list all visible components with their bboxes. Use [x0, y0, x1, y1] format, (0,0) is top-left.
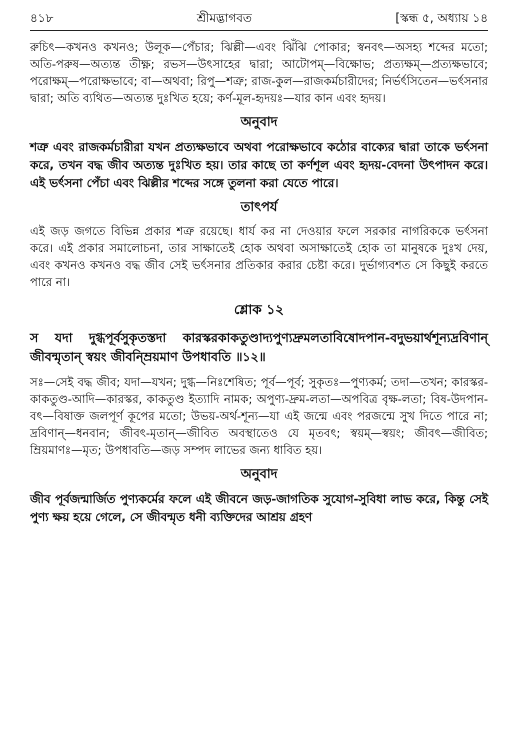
word-meanings-bottom: সঃ—সেই বদ্ধ জীব; যদা—যখন; দুগ্ধ—নিঃশেষিত; পূর্ব—পূর্ব; সুকৃতঃ—পুণ্যকর্ম; তদা—তখন; কারস্কর-কাকতুণ্ড-আদি—কারস্কর, কাকতুণ্ড ইত্যাদি নামক; অপুণ্য-দ্রুম-লতা—অপবিত্র বৃক্ষ-লতা; বিষ-উদপান-বৎ—বিষাক্ত জলপূর্ণ কূপের মতো; উভয়-অর্থ-শূন্য—যা এই জন্মে এবং পরজন্মে সুখ দিতে পারে না; দ্রবিণান্—ধনবান; জীবৎ-মৃতান্—জীবিত অবস্থাতেও যে মৃতবৎ; স্বয়ম্—স্বয়ং; জীবৎ—জীবিত; ম্রিয়মাণঃ—মৃত; উপধাবতি—জড় সম্পদ লাভের জন্য ধাবিত হয়। [30, 375, 488, 457]
translation-heading-1: অনুবাদ [240, 115, 278, 130]
page-header [30, 10, 488, 31]
verse-heading: শ্লোক ১২ [234, 302, 284, 318]
purport-text: এই জড় জগতে বিভিন্ন প্রকার শত্রু রয়েছে। ধার্য কর না দেওয়ার ফলে সরকার নাগরিককে ভর্ৎসনা করে। এই প্রকার সমালোচনা, তার সাক্ষাতেই হোক অথবা অসাক্ষাতেই হোক তা মানুষকে দুঃখ দেয়, এবং কখনও কখনও বদ্ধ জীব সেই ভর্ৎসনার প্রতিকার করার চেষ্টা করে। দুর্ভাগ্যবশত সে কিছুই করতে পারে না। [30, 224, 488, 289]
translation-text-2: জীব পূর্বজন্মার্জিত পুণ্যকর্মের ফলে এই জীবনে জড়-জাগতিক সুযোগ-সুবিধা লাভ করে, কিন্তু সেই পুণ্য ক্ষয় হয়ে গেলে, সে জীবন্মৃত ধনী ব্যক্তিদের আশ্রয় গ্রহণ [30, 492, 488, 524]
book-title: শ্রীমদ্ভাগবত [196, 11, 252, 25]
translation-heading-2: অনুবাদ [240, 467, 278, 482]
book-page [30, 10, 488, 526]
purport-heading: তাৎপর্য [240, 200, 278, 215]
chapter-location: [স্কন্ধ ৫, অধ্যায় ১৪ [395, 11, 488, 25]
translation-text-1: শত্রু এবং রাজকর্মচারীরা যখন প্রত্যক্ষভাবে অথবা পরোক্ষভাবে কঠোর বাক্যের দ্বারা তাকে ভর্ৎসনা করে, তখন বদ্ধ জীব অত্যন্ত দুঃখিত হয়। তার কাছে তা কর্ণশূল এবং হৃদয়-বেদনা উৎপাদন করে। এই ভর্ৎসনা পেঁচা এবং ঝিল্লীর শব্দের সঙ্গে তুলনা করা যেতে পারে। [30, 140, 488, 190]
verse-text: স যদা দুগ্ধপূর্বসুকৃতস্তদা কারস্করকাকতুণ্ডাদ্যপুণ্যদ্রুমলতাবিষোদপান-বদুভয়ার্থশূন্যদ্রবিণান্ জীবন্মৃতান্ স্বয়ং জীবন্ম্রিয়মাণ উপধাবতি ॥১২॥ [30, 330, 488, 364]
word-meanings-top: রুচিৎ—কখনও কখনও; উলূক—পেঁচার; ঝিল্লী—এবং ঝিঁঝি পোকার; স্বনবৎ—অসহ্য শব্দের মতো; অতি-পরুষ—অত্যন্ত তীক্ষ্ণ; রভস—উৎসাহের দ্বারা; আটোপম্—বিক্ষোভ; প্রত্যক্ষম্—প্রত্যক্ষভাবে; পরোক্ষম্—পরোক্ষভাবে; বা—অথবা; রিপু—শত্রু; রাজ-কুল—রাজকর্মচারীদের; নির্ভর্ৎসিতেন—ভর্ৎসনার দ্বারা; অতি ব্যথিত—অত্যন্ত দুঃখিত হয়ে; কর্ণ-মূল-হৃদয়ঃ—যার কান এবং হৃদয়। [30, 40, 488, 105]
page-number: ৪১৮ [30, 11, 54, 25]
